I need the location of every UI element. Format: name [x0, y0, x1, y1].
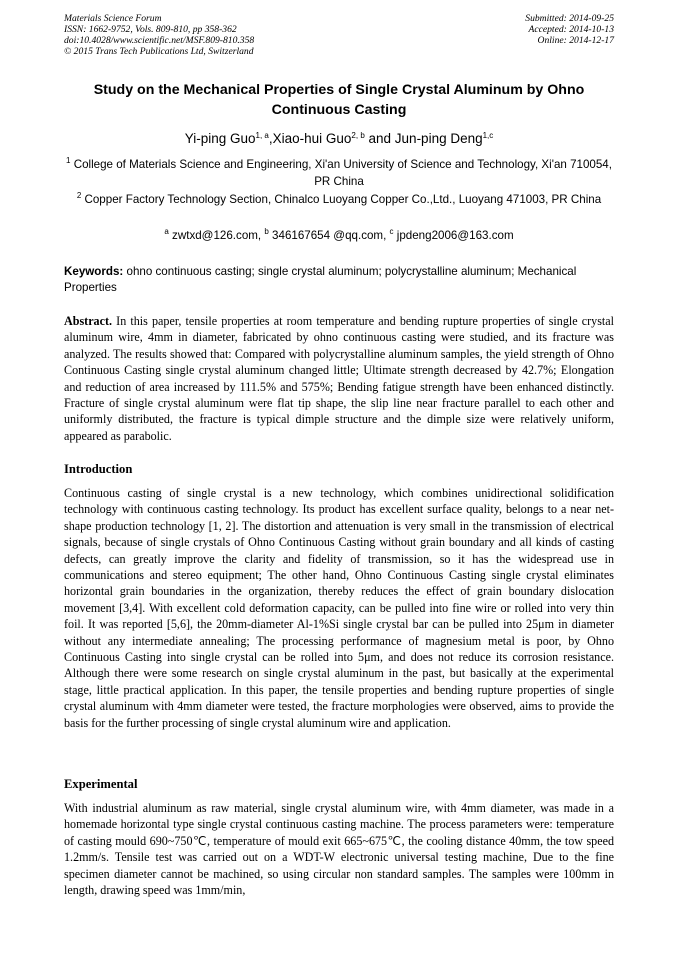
- author-emails: [64, 228, 614, 244]
- paper-title: Study on the Mechanical Properties of Single Crystal Aluminum by Ohno Continuous Casting: [93, 82, 585, 118]
- email-mark: b: [264, 227, 269, 236]
- keywords: [64, 264, 614, 296]
- abstract: [64, 313, 614, 444]
- author-name: Yi-ping Guo: [184, 131, 256, 146]
- author-affiliation-mark: 1,c: [482, 131, 494, 140]
- online-date: Online: 2014-12-17: [537, 35, 614, 46]
- abstract-text: In this paper, tensile properties at room temperature and bending rupture properties of single crystal aluminum wire, 4mm in diameter, fabricated by ohno continuous casting were studied, and its fracture was analyzed. The results showed that: Compared with polycrystalline aluminum samples, the yield strength of Ohno Continuous Casting single crystal aluminum changed little; Ultimate strength decreased by 42.7%; Elongation and reduction of area increased by 111.5% and 575%; Bending fatigue strength have been enhanced distinctly. Fracture of single crystal aluminum were flat tip shape, the slip line near fracture parallel to each other and uniformly distributed, the fracture is typical dimple structure and the dimple size were relatively uniform, appeared as parabolic.: [64, 314, 614, 443]
- affiliation-text: College of Materials Science and Engineering, Xi'an University of Science and Technology, Xi'an 710054, PR China: [70, 158, 612, 188]
- affiliation-mark: 1: [66, 156, 71, 165]
- experimental-heading: Experimental: [64, 777, 138, 791]
- journal-name: Materials Science Forum: [64, 13, 162, 24]
- email-link[interactable]: jpdeng2006@163.com: [393, 229, 514, 242]
- journal-doi: doi:10.4028/www.scientific.net/MSF.809-810.358: [64, 35, 255, 46]
- author-name: ,Xiao-hui Guo: [268, 131, 352, 146]
- email-mark: c: [389, 227, 394, 236]
- experimental-text: With industrial aluminum as raw material, single crystal aluminum wire, with 4mm diameter, was made in a homemade horizontal type single crystal continuous casting machine. The process parameters were: temperature of casting mould 690~750℃, temperature of mould exit 665~675℃, the cooling distance 40mm, the tow speed 1.2mm/s. Tensile test was carried out on a WDT-W electronic universal testing machine, Due to the fine specimen diameter cannot be machined, so using circular non standard samples. The samples were 100mm in length, drawing speed was 1mm/min,: [64, 801, 614, 898]
- affiliation-2: [64, 191, 614, 208]
- introduction-heading: Introduction: [64, 462, 133, 476]
- author-affiliation-mark: 2, b: [351, 131, 365, 140]
- accepted-date: Accepted: 2014-10-13: [528, 24, 614, 35]
- email-link[interactable]: 346167654 @qq.com,: [268, 229, 390, 242]
- author-name: Jun-ping Deng: [394, 131, 483, 146]
- email-link[interactable]: zwtxd@126.com,: [168, 229, 265, 242]
- author-list: [64, 130, 614, 148]
- email-mark: a: [164, 227, 169, 236]
- submitted-date: Submitted: 2014-09-25: [525, 13, 614, 24]
- introduction-text: Continuous casting of single crystal is a new technology, which combines unidirectional solidification technology with continuous casting technology. Its product has excellent surface quality, belongs to a near net-shape production technology [1, 2]. The distortion and attenuation is very small in the transmission of electrical signals, because of single crystals of Ohno Continuous Casting without grain boundary and all kinds of casting defects, can greatly improve the clarity and fidelity of transmission, so it has the widespread use in communications and stereo equipment; The other hand, Ohno Continuous Casting single crystal eliminates horizontal grain boundaries in the organization, thereby reduces the effect of grain boundary dislocation movement [3,4]. With excellent cold deformation capacity, can be pulled into fine wire or rolled into very thin foil. It was reported [5,6], the 20mm-diameter Al-1%Si single crystal bar can be pulled into 25μm in diameter without any intermediate annealing; The processing performance of magnesium metal is poor, by Ohno Continuous Casting into single crystal can be rolled into 5μm, and does not reduce its corrosion resistance. Although there were some research on single crystal aluminum in the past, but basically at the experimental stage, little practical application. In this paper, the tensile properties and bending rupture properties of single crystal aluminum with 4mm diameter were tested, the fracture morphologies were observed, aims to provide the basis for the further processing of single crystal aluminum wire and application.: [64, 486, 614, 730]
- journal-copyright: © 2015 Trans Tech Publications Ltd, Switzerland: [64, 46, 254, 57]
- affiliation-mark: 2: [76, 191, 82, 200]
- author-affiliation-mark: 1, a: [255, 131, 269, 140]
- author-conjunction: and: [364, 131, 395, 146]
- keywords-label: Keywords:: [64, 265, 124, 278]
- abstract-label: Abstract.: [64, 314, 113, 328]
- journal-header: [64, 13, 254, 57]
- dates-header: [525, 13, 614, 46]
- keywords-text: ohno continuous casting; single crystal aluminum; polycrystalline aluminum; Mechanical Properties: [64, 265, 577, 294]
- affiliation-1: [64, 156, 614, 190]
- affiliation-text: Copper Factory Technology Section, Chinalco Luoyang Copper Co.,Ltd., Luoyang 471003, PR China: [81, 193, 602, 206]
- journal-issn: ISSN: 1662-9752, Vols. 809-810, pp 358-362: [64, 24, 237, 35]
